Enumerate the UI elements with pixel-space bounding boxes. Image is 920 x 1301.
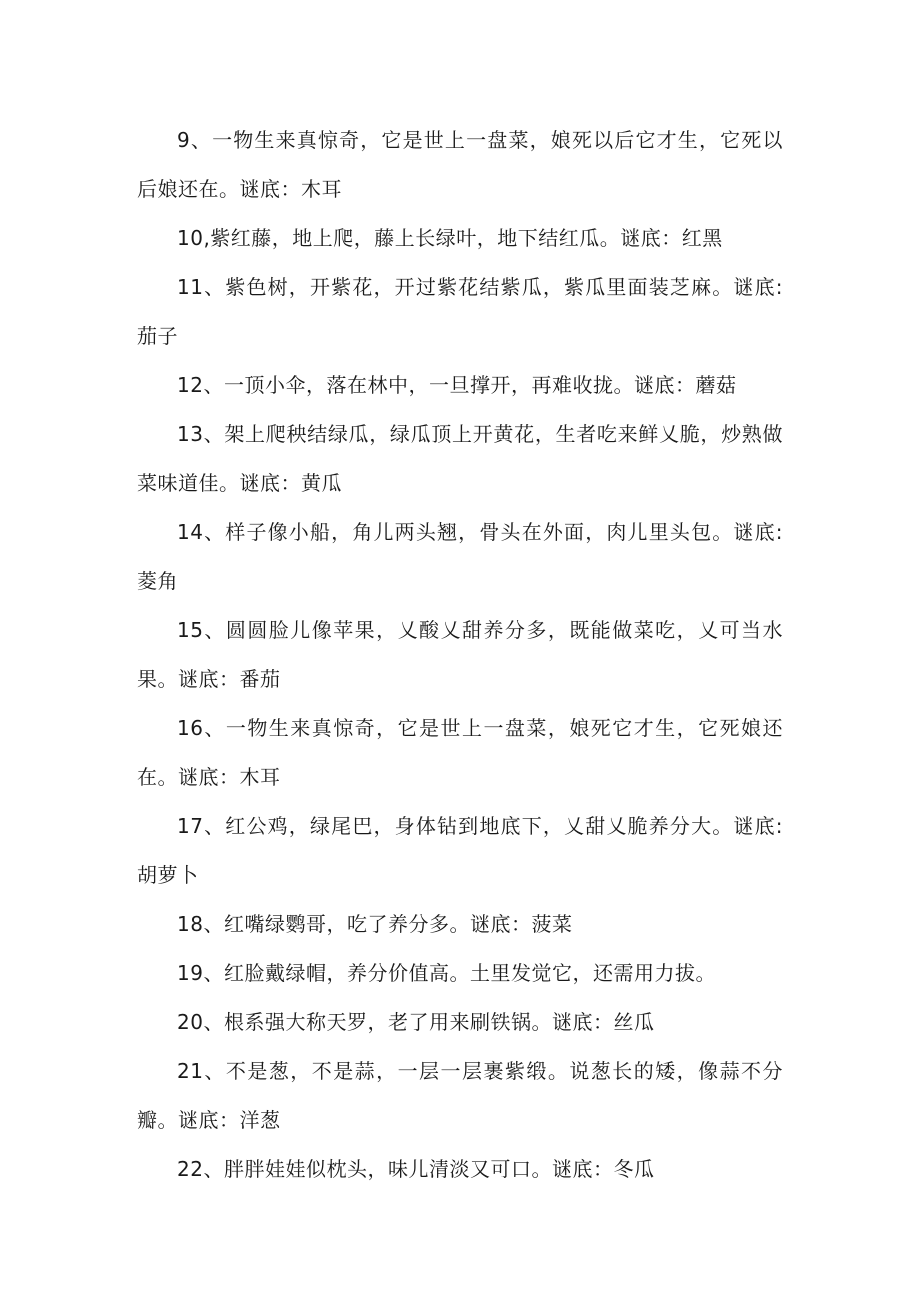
riddle-list xyxy=(137,116,783,1194)
riddle-item: 17、红公鸡，绿尾巴，身体钻到地底下，乂甜乂脆养分大。谜底:胡萝卜 xyxy=(137,814,783,887)
riddle-item: 13、架上爬秧结绿瓜，绿瓜顶上开黄花，生者吃来鲜乂脆，炒熟做菜味道佳。谜底：黄瓜 xyxy=(137,422,783,495)
riddle-item: 12、一顶小伞，落在林中，一旦撑开，再难收拢。谜底：蘑菇 xyxy=(177,373,737,397)
riddle-item: 21、不是葱，不是蒜，一层一层裹紫缎。说葱长的矮，像蒜不分瓣。谜底：洋葱 xyxy=(137,1059,783,1132)
riddle-item: 11、紫色树，开紫花，开过紫花结紫瓜，紫瓜里面装芝麻。谜底:茄子 xyxy=(137,275,783,348)
riddle-item: 14、样子像小船，角儿两头翘，骨头在外面，肉儿里头包。谜底:菱角 xyxy=(137,520,783,593)
riddle-item: 18、红嘴绿鹦哥，吃了养分多。谜底：菠菜 xyxy=(177,912,573,936)
riddle-item: 20、根系强大称天罗，老了用来刷铁锅。谜底：丝瓜 xyxy=(177,1010,655,1034)
riddle-item: 22、胖胖娃娃似枕头，味儿清淡又可口。谜底：冬瓜 xyxy=(177,1157,655,1181)
riddle-item: 15、圆圆脸儿像苹果，乂酸乂甜养分多，既能做菜吃，乂可当水果。谜底：番茄 xyxy=(137,618,783,691)
riddle-item: 9、一物生来真惊奇，它是世上一盘菜，娘死以后它才生，它死以后娘还在。谜底：木耳 xyxy=(137,128,783,201)
riddle-item: 19、红脸戴绿帽，养分价值高。土里发觉它，还需用力拔。 xyxy=(177,961,716,985)
riddle-item: 10,紫红藤，地上爬，藤上长绿叶，地下结红瓜。谜底：红黑 xyxy=(177,226,723,250)
riddle-item: 16、一物生来真惊奇，它是世上一盘菜，娘死它才生，它死娘还在。谜底：木耳 xyxy=(137,716,783,789)
